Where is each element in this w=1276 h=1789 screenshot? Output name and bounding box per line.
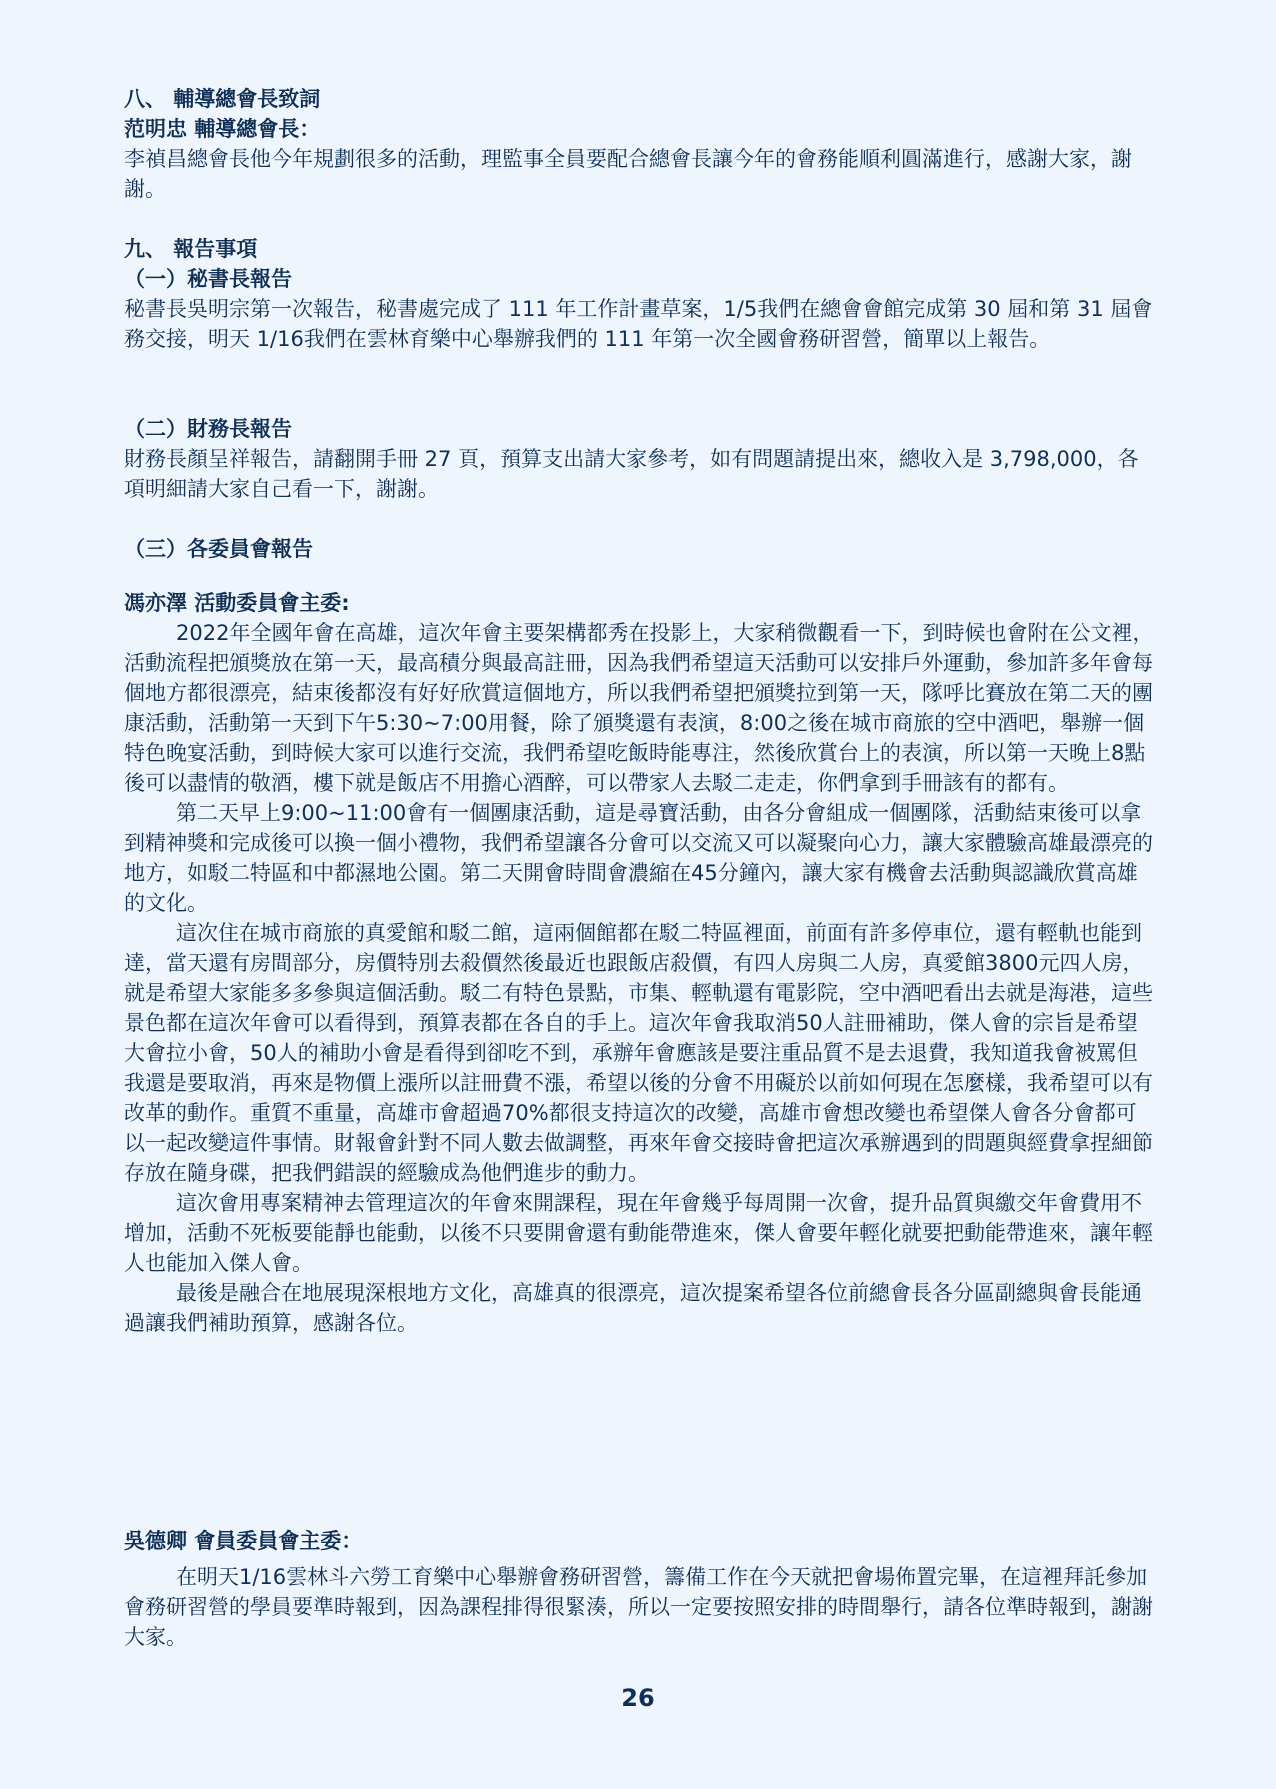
activity-paragraph: 2022年全國年會在高雄，這次年會主要架構都秀在投影上，大家稍微觀看一下，到時候也會附在公文裡，活動流程把頒獎放在第一天，最高積分與最高註冊，因為我們希望這天活動可以安排戶外運動，參加許多年會每個地方都很漂亮，結束後都沒有好好欣賞這個地方，所以我們希望把頒獎拉到第一天，隊呼比賽放在第二天的團康活動，活動第一天到下午5:30~7:00用餐，除了頒獎還有表演，8:00之後在城市商旅的空中酒吧，舉辦一個特色晚宴活動，到時候大家可以進行交流，我們希望吃飯時能專注，然後欣賞台上的表演，所以第一天晚上8點後可以盡情的敬酒，樓下就是飯店不用擔心酒醉，可以帶家人去駁二走走，你們拿到手冊該有的都有。 — [124, 621, 1154, 795]
committee-reports-title: （三）各委員會報告 — [124, 537, 313, 561]
finance-report-title: （二）財務長報告 — [124, 417, 292, 441]
member-paragraph: 在明天1/16雲林斗六勞工育樂中心舉辦會務研習營，籌備工作在今天就把會場佈置完畢，在這裡拜託參加會務研習營的學員要準時報到，因為課程排得很緊湊，所以一定要按照安排的時間舉行，請各位準時報到，謝謝大家。 — [124, 1565, 1153, 1649]
activity-paragraph: 這次住在城市商旅的真愛館和駁二館，這兩個館都在駁二特區裡面，前面有許多停車位，還有輕軌也能到達，當天還有房間部分，房價特別去殺價然後最近也跟飯店殺價，有四人房與二人房，真愛館3800元四人房，就是希望大家能多多參與這個活動。駁二有特色景點，市集、輕軌還有電影院，空中酒吧看出去就是海港，這些景色都在這次年會可以看得到，預算表都在各自的手上。這次年會我取消50人註冊補助，傑人會的宗旨是希望大會拉小會，50人的補助小會是看得到卻吃不到，承辦年會應該是要注重品質不是去退費，我知道我會被罵但我還是要取消，再來是物價上漲所以註冊費不漲，希望以後的分會不用礙於以前如何現在怎麼樣，我希望可以有改革的動作。重質不重量，高雄市會超過70%都很支持這次的改變，高雄市會想改變也希望傑人會各分會都可以一起改變這件事情。財報會針對不同人數去做調整，再來年會交接時會把這次承辦遇到的問題與經費拿捏細節存放在隨身碟，把我們錯誤的經驗成為他們進步的動力。 — [124, 921, 1153, 1185]
member-committee-speaker: 吳德卿 會員委員會主委： — [124, 1529, 363, 1553]
page-number: 26 — [621, 1684, 655, 1712]
section-9-title: 九、 報告事項 — [124, 237, 258, 261]
activity-paragraph: 第二天早上9:00~11:00會有一個團康活動，這是尋寶活動，由各分會組成一個團隊，活動結束後可以拿到精神獎和完成後可以換一個小禮物，我們希望讓各分會可以交流又可以凝聚向心力，讓大家體驗高雄最漂亮的地方，如駁二特區和中都濕地公園。第二天開會時間會濃縮在45分鐘內，讓大家有機會去活動與認識欣賞高雄的文化。 — [124, 801, 1153, 915]
finance-report-text: 財務長顏呈祥報告，請翻開手冊 27 頁，預算支出請大家參考，如有問題請提出來，總收入是 3,798,000，各項明細請大家自己看一下，謝謝。 — [124, 447, 1139, 501]
activity-paragraph: 最後是融合在地展現深根地方文化，高雄真的很漂亮，這次提案希望各位前總會長各分區副總與會長能通過讓我們補助預算，感謝各位。 — [124, 1281, 1142, 1335]
member-committee-report — [124, 1526, 1154, 1652]
section-9 — [124, 234, 1154, 354]
section-8-text: 李禎昌總會長他今年規劃很多的活動，理監事全員要配合總會長讓今年的會務能順利圓滿進行，感謝大家，謝謝。 — [124, 147, 1132, 201]
activity-committee-report — [124, 588, 1154, 1338]
section-8-speaker: 范明忠 輔導總會長： — [124, 117, 321, 141]
activity-committee-speaker: 馮亦澤 活動委員會主委: — [124, 591, 350, 615]
activity-paragraph: 這次會用專案精神去管理這次的年會來開課程，現在年會幾乎每周開一次會，提升品質與繳交年會費用不增加，活動不死板要能靜也能動，以後不只要開會還有動能帶進來，傑人會要年輕化就要把動能帶進來，讓年輕人也能加入傑人會。 — [124, 1191, 1153, 1275]
section-8-title: 八、 輔導總會長致詞 — [124, 87, 321, 111]
secretary-report-title: （一）秘書長報告 — [124, 267, 292, 291]
finance-report — [124, 414, 1154, 504]
secretary-report-text: 秘書長吳明宗第一次報告，秘書處完成了 111 年工作計畫草案，1/5我們在總會會館完成第 30 屆和第 31 屆會務交接，明天 1/16我們在雲林育樂中心舉辦我們的 111 年第一次全國會務研習營，簡單以上報告。 — [124, 297, 1153, 351]
committee-reports — [124, 534, 1154, 564]
section-8 — [124, 84, 1154, 204]
